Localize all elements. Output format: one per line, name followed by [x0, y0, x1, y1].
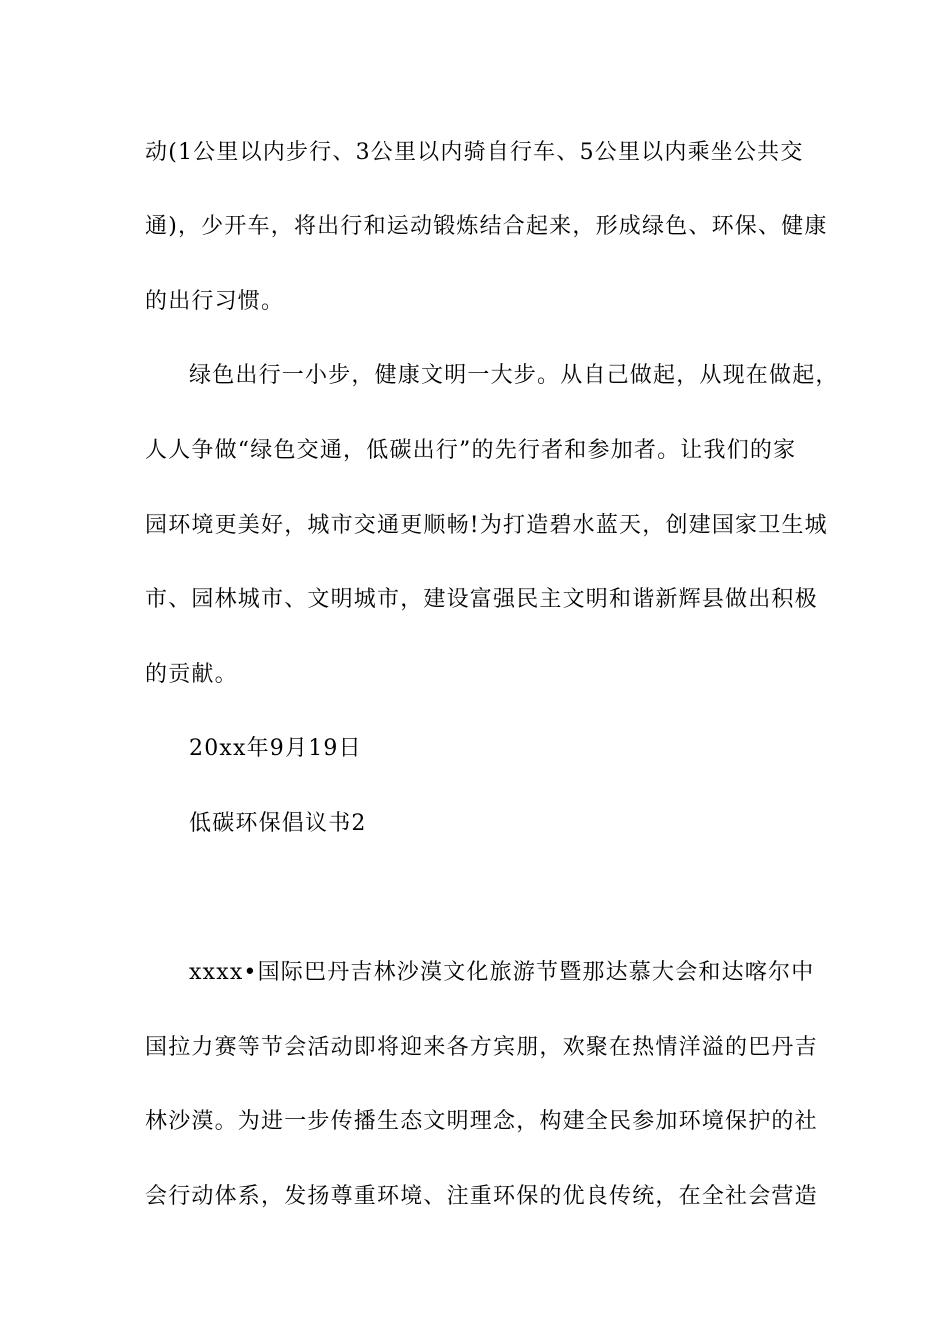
paragraph-line: 通)，少开车，将出行和运动锻炼结合起来，形成绿色、环保、健康 [145, 214, 828, 239]
paragraph-line: 绿色出行一小步，健康文明一大步。从自己做起，从现在做起， [189, 363, 839, 388]
section-title: 低碳环保倡议书2 [189, 811, 367, 836]
paragraph-line: xxxx•国际巴丹吉林沙漠文化旅游节暨那达慕大会和达喀尔中 [189, 960, 815, 985]
paragraph-line: 市、园林城市、文明城市，建设富强民主文明和谐新辉县做出积极 [145, 587, 818, 612]
paragraph-line: 林沙漠。为进一步传播生态文明理念，构建全民参加环境保护的社 [145, 1109, 818, 1134]
paragraph-line: 的出行习惯。 [145, 289, 285, 314]
paragraph-line: 园环境更美好，城市交通更顺畅!为打造碧水蓝天，创建国家卫生城 [145, 513, 828, 538]
paragraph-line: 会行动体系，发扬尊重环境、注重环保的优良传统，在全社会营造 [145, 1184, 818, 1209]
date-line: 20xx年9月19日 [189, 736, 362, 761]
paragraph-line: 的贡献。 [145, 662, 238, 687]
paragraph-line: 人人争做“绿色交通，低碳出行”的先行者和参加者。让我们的家 [145, 438, 797, 463]
paragraph-line: 国拉力赛等节会活动即将迎来各方宾朋，欢聚在热情洋溢的巴丹吉 [145, 1035, 818, 1060]
paragraph-line: 动(1公里以内步行、3公里以内骑自行车、5公里以内乘坐公共交 [145, 140, 804, 165]
